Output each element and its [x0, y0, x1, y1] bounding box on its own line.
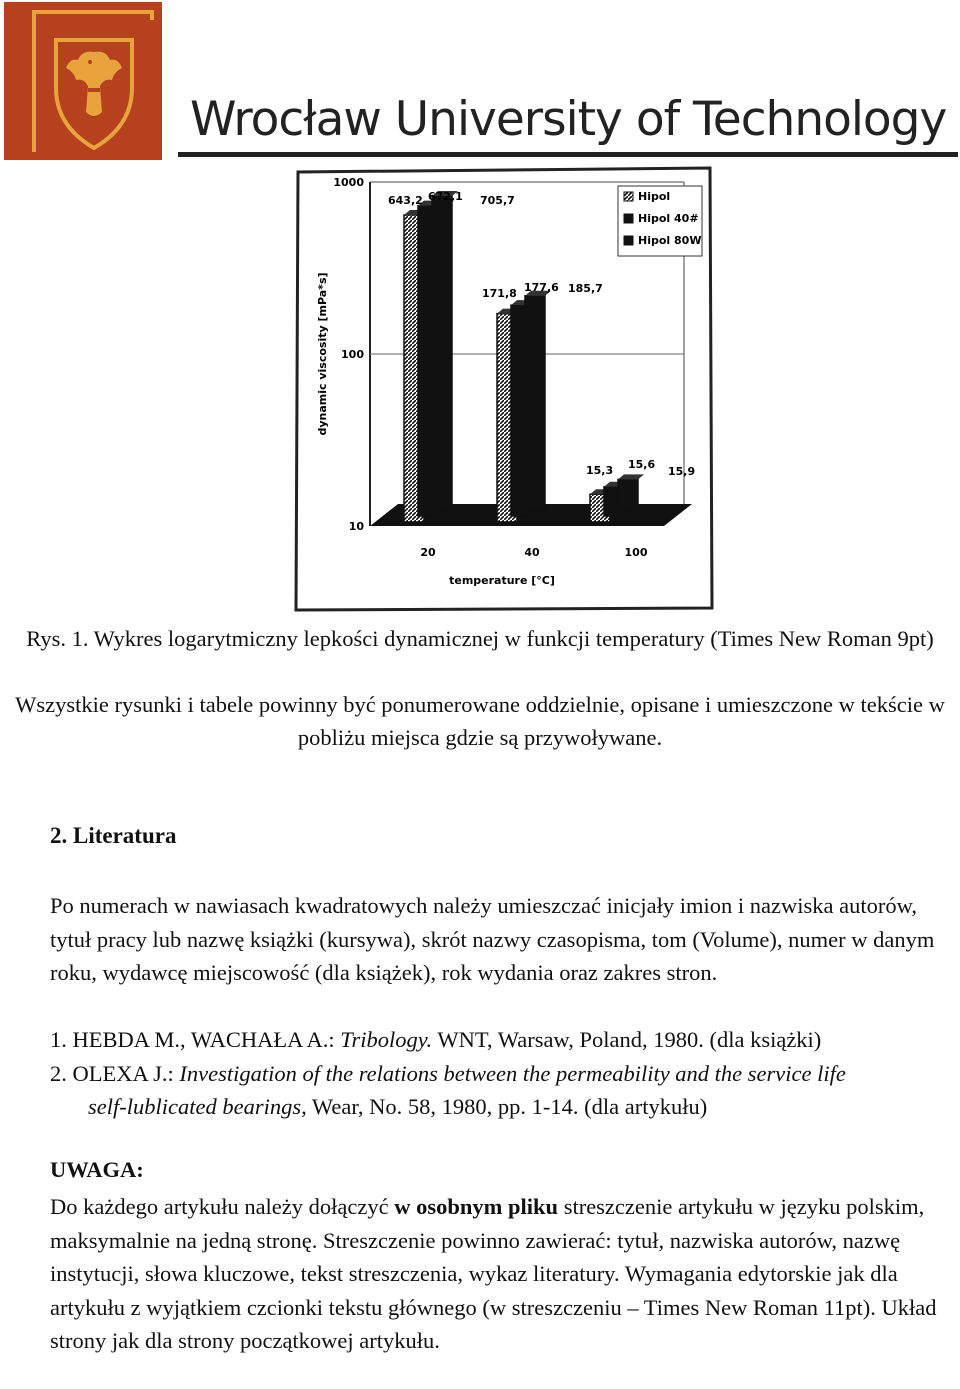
note-text-a: Do każdego artykułu należy dołączyć	[50, 1194, 395, 1219]
x-tick-label: 20	[420, 546, 436, 559]
ref2-journal: Wear, No. 58, 1980, pp. 1-14. (dla artykułu)	[306, 1094, 708, 1119]
viscosity-chart	[292, 164, 714, 612]
bar	[618, 479, 638, 510]
reference-1	[50, 1023, 821, 1057]
figure-caption: Rys. 1. Wykres logarytmiczny lepkości dynamicznej w funkcji temperatury (Times New Roman 9pt)	[26, 626, 934, 651]
section-body: Po numerach w nawiasach kwadratowych należy umieszczać inicjały imion i nazwiska autorów, tytuł pracy lub nazwę książki (kursywa), skrót nazwy czasopisma, tom (Volume), numer w danym roku, wydawcę miejscowość (dla książek), rok wydania oraz zakres stron.	[50, 893, 935, 985]
data-label: 15,9	[668, 465, 696, 478]
legend-swatch	[624, 192, 633, 201]
note-title: UWAGA:	[50, 1157, 144, 1182]
data-label: 185,7	[568, 282, 603, 295]
note-text-c: streszczenie artykułu w języku polskim, maksymalnie na jedną stronę. Streszczenie powinno zawierać: tytuł, nazwiska autorów, nazwę instytucji, słowa kluczowe, tekst streszczenia, wykaz literatury. Wymagania edytorskie jak dla artykułu z wyjątkiem czcionki tekstu głównego (w streszczeniu – Times New Roman 11pt). Układ strony jak dla strony początkowej artykułu.	[50, 1194, 937, 1353]
data-label: 643,2	[388, 194, 423, 207]
data-label: 705,7	[480, 194, 515, 207]
bar	[432, 196, 452, 510]
data-label: 15,6	[628, 458, 656, 471]
ref1-publisher: WNT, Warsaw, Poland, 1980. (dla książki)	[432, 1027, 822, 1052]
legend-label: Hipol 40#	[638, 212, 699, 225]
data-label: 672,1	[428, 190, 463, 203]
y-tick-label: 100	[341, 348, 364, 361]
ref1-authors: 1. HEBDA M., WACHAŁA A.:	[50, 1027, 341, 1052]
y-tick-label: 10	[348, 520, 364, 533]
ref2-title: Investigation of the relations between the permeability and the service life	[179, 1061, 846, 1086]
legend-swatch	[624, 214, 633, 223]
data-label: 15,3	[586, 464, 614, 477]
bar	[525, 296, 545, 510]
header-rule	[178, 152, 958, 157]
legend-swatch	[624, 236, 633, 245]
ref2-title-cont: self-lublicated bearings,	[88, 1094, 307, 1119]
note-body	[50, 1190, 950, 1358]
legend-label: Hipol 80W	[638, 234, 702, 247]
x-tick-label: 40	[524, 546, 540, 559]
data-label: 171,8	[482, 287, 517, 300]
figure-note-paragraph: Wszystkie rysunki i tabele powinny być ponumerowane oddzielnie, opisane i umieszczone w tekście w pobliżu miejsca gdzie są przywoływane.	[15, 692, 945, 750]
data-label: 177,6	[524, 281, 559, 294]
y-axis-label: dynamic viscosity [mPa*s]	[316, 272, 329, 436]
y-tick-label: 1000	[333, 176, 364, 189]
legend-label: Hipol	[638, 190, 671, 203]
x-axis-label: temperature [°C]	[449, 574, 555, 587]
ref2-authors: 2. OLEXA J.:	[50, 1061, 180, 1086]
university-logo	[4, 2, 162, 160]
section-heading: 2. Literatura	[50, 823, 177, 848]
x-tick-label: 100	[624, 546, 648, 559]
reference-2-continued	[88, 1090, 707, 1124]
note-emphasis: w osobnym pliku	[394, 1194, 559, 1219]
university-name: Wrocław University of Technology	[190, 92, 947, 147]
reference-2	[50, 1057, 846, 1091]
ref1-title: Tribology.	[340, 1027, 433, 1052]
